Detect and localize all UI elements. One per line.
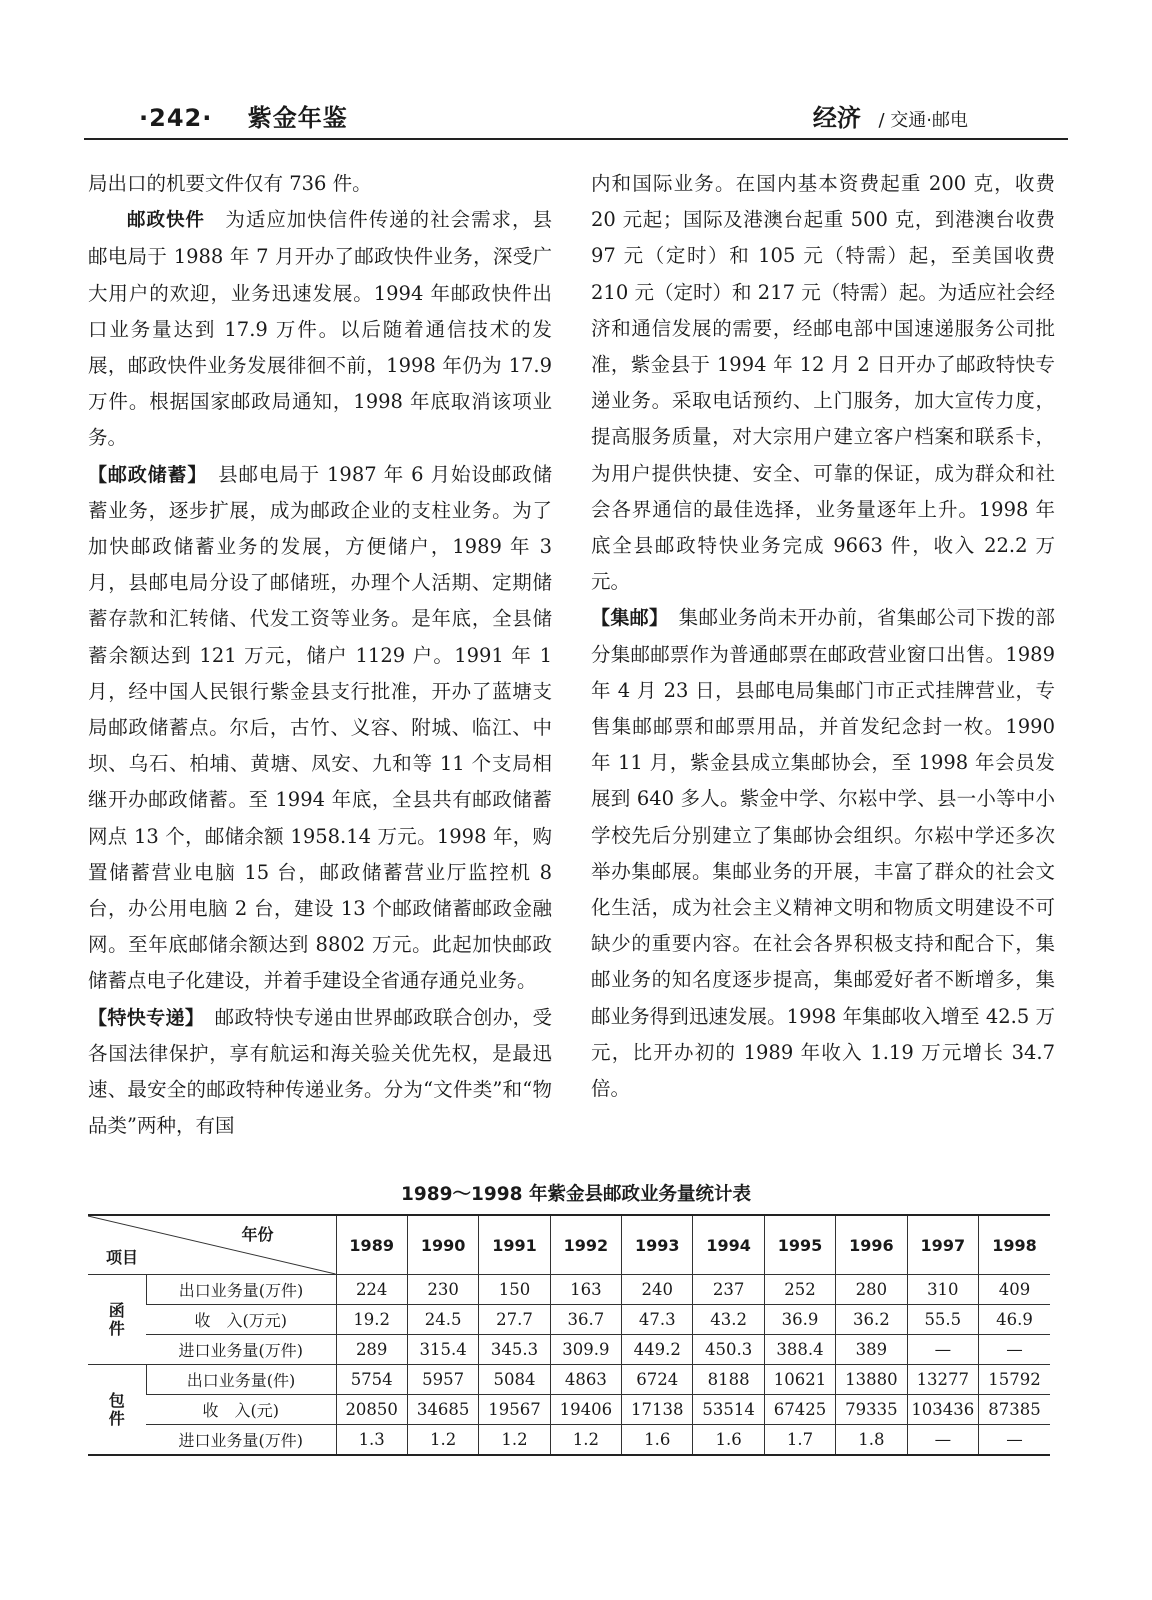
table-cell: 17138 [622, 1395, 693, 1425]
table-cell: 315.4 [407, 1335, 478, 1365]
table-title: 1989～1998 年紫金县邮政业务量统计表 [401, 1184, 751, 1205]
table-cell: 15792 [979, 1365, 1050, 1395]
paragraph-ems [88, 1000, 552, 1145]
table-cell: 6724 [622, 1365, 693, 1395]
table-cell: 13277 [907, 1365, 978, 1395]
table-row [88, 1425, 1050, 1456]
paragraph-text: 为适应加快信件传递的社会需求，县邮电局于 1988 年 7 月开办了邮政快件业务，深受广大用户的欢迎，业务迅速发展。1994 年邮政快件出口业务量达到 17.9 万件。以后随着通信技术的发展，邮政快件业务发展徘徊不前，1998 年仍为 17.9 万件。根据国家邮政局通知，1998 年底取消该项业务。 [88, 208, 552, 450]
header-right [813, 98, 968, 133]
table-cell: 1.2 [479, 1425, 550, 1456]
table-cell: 87385 [979, 1395, 1050, 1425]
table-row [88, 1395, 1050, 1425]
table-cell: 79335 [836, 1395, 907, 1425]
table-cell: 409 [979, 1275, 1050, 1305]
table-cell: — [907, 1335, 978, 1365]
row-label: 收 入(元) [146, 1395, 336, 1425]
table-cell: 36.9 [764, 1305, 835, 1335]
table-cell: — [979, 1425, 1050, 1456]
table-cell: 27.7 [479, 1305, 550, 1335]
table-cell: 24.5 [407, 1305, 478, 1335]
table-cell: 8188 [693, 1365, 764, 1395]
table-cell: 19.2 [336, 1305, 407, 1335]
table-cell: 46.9 [979, 1305, 1050, 1335]
paragraph-text: 县邮电局于 1987 年 6 月始设邮政储蓄业务，逐步扩展，成为邮政企业的支柱业务。为了加快邮政储蓄业务的发展，方便储户，1989 年 3 月，县邮电局分设了邮储班，办理个人活期、定期储蓄存款和汇转储、代发工资等业务。是年底，全县储蓄余额达到 121 万元，储户 1129 户。1991 年 1 月，经中国人民银行紫金县支行批准，开办了蓝塘支局邮政储蓄点。尔后，古竹、义容、附城、临江、中坝、乌石、柏埔、黄塘、凤安、九和等 11 个支局相继开办邮政储蓄。至 1994 年底，全县共有邮政储蓄网点 13 个，邮储余额 1958.14 万元。1998 年，购置储蓄营业电脑 15 台，邮政储蓄营业厅监控机 8 台，办公用电脑 2 台，建设 13 个邮政储蓄邮政金融网。至年底邮储余额达到 8802 万元。此起加快邮政储蓄点电子化建设，并着手建设全省通存通兑业务。 [88, 462, 552, 993]
table-cell: 13880 [836, 1365, 907, 1395]
table-cell: 280 [836, 1275, 907, 1305]
table-cell: 1.6 [622, 1425, 693, 1456]
page-number: ·242· [139, 104, 213, 132]
table-cell: 289 [336, 1335, 407, 1365]
paragraph: 局出口的机要文件仅有 736 件。 [88, 172, 372, 195]
paragraph-postal-savings [88, 457, 552, 1000]
table-row [88, 1305, 1050, 1335]
group-label-char: 件 [108, 1408, 125, 1428]
row-label: 进口业务量(万件) [146, 1335, 336, 1365]
corner-cell [88, 1215, 336, 1275]
row-label: 出口业务量(万件) [146, 1275, 336, 1305]
year-header: 1995 [764, 1215, 835, 1275]
table-cell: 310 [907, 1275, 978, 1305]
right-column [591, 166, 1055, 1107]
group-label-char: 函 [108, 1300, 125, 1320]
page-header [84, 92, 1068, 140]
heading-philately: 【集邮】 [591, 607, 659, 630]
heading-postal-savings: 【邮政储蓄】 [88, 463, 198, 486]
year-header: 1997 [907, 1215, 978, 1275]
table-cell: 389 [836, 1335, 907, 1365]
table-cell: 449.2 [622, 1335, 693, 1365]
table-cell: 252 [764, 1275, 835, 1305]
table-row [88, 1335, 1050, 1365]
table-cell: 5084 [479, 1365, 550, 1395]
corner-label-item: 项目 [106, 1248, 139, 1267]
year-header: 1996 [836, 1215, 907, 1275]
table-cell: — [979, 1335, 1050, 1365]
subsection-title: / 交通·邮电 [878, 110, 968, 131]
table-cell: 55.5 [907, 1305, 978, 1335]
table-header-row [88, 1215, 1050, 1275]
table-cell: 240 [622, 1275, 693, 1305]
table-cell: 19567 [479, 1395, 550, 1425]
table-cell: 1.8 [836, 1425, 907, 1456]
table-cell: 5957 [407, 1365, 478, 1395]
left-column [88, 166, 552, 1144]
paragraph: 内和国际业务。在国内基本资费起重 200 克，收费 20 元起；国际及港澳台起重 500 克，到港澳台收费 97 元（定时）和 105 元（特需）起，至美国收费 210 元（定时）和 217 元（特需）起。为适应社会经济和通信发展的需要，经邮电部中国速递服务公司批准，紫金县于 1994 年 12 月 2 日开办了邮政特快专递业务。采取电话预约、上门服务，加大宣传力度，提高服务质量，对大宗用户建立客户档案和联系卡，为用户提供快捷、安全、可靠的保证，成为群众和社会各界通信的最佳选择，业务量逐年上升。1998 年底全县邮政特快业务完成 9663 件，收入 22.2 万元。 [591, 172, 1055, 594]
paragraph-express-mail [88, 202, 552, 456]
table-cell: 237 [693, 1275, 764, 1305]
corner-label-year: 年份 [241, 1225, 274, 1244]
group-label-char: 包 [108, 1390, 125, 1410]
table-cell: 1.7 [764, 1425, 835, 1456]
table-cell: — [907, 1425, 978, 1456]
year-header: 1990 [407, 1215, 478, 1275]
table-cell: 34685 [407, 1395, 478, 1425]
table-cell: 388.4 [764, 1335, 835, 1365]
table-cell: 53514 [693, 1395, 764, 1425]
table-cell: 1.2 [407, 1425, 478, 1456]
section-title: 经济 [812, 104, 861, 132]
year-header: 1993 [622, 1215, 693, 1275]
stats-table [88, 1214, 1050, 1456]
row-label: 出口业务量(件) [146, 1365, 336, 1395]
group-label-char: 件 [108, 1318, 125, 1338]
table-cell: 43.2 [693, 1305, 764, 1335]
table-cell: 345.3 [479, 1335, 550, 1365]
year-header: 1998 [979, 1215, 1050, 1275]
paragraph-philately [591, 600, 1055, 1107]
header-left [139, 98, 348, 133]
group-label [88, 1365, 146, 1456]
table-cell: 309.9 [550, 1335, 621, 1365]
table-row [88, 1365, 1050, 1395]
table-cell: 67425 [764, 1395, 835, 1425]
table-body [88, 1215, 1050, 1455]
table-cell: 47.3 [622, 1305, 693, 1335]
group-label [88, 1275, 146, 1365]
table-cell: 1.3 [336, 1425, 407, 1456]
table-cell: 224 [336, 1275, 407, 1305]
heading-ems: 【特快专递】 [88, 1006, 195, 1029]
year-header: 1989 [336, 1215, 407, 1275]
table-cell: 163 [550, 1275, 621, 1305]
paragraph-text: 邮政特快专递由世界邮政联合创办，受各国法律保护，享有航运和海关验关优先权，是最迅速、最安全的邮政特种传递业务。分为“文件类”和“物品类”两种，有国 [88, 1005, 552, 1138]
keyword-express-mail: 邮政快件 [127, 210, 205, 232]
table-cell: 19406 [550, 1395, 621, 1425]
table-cell: 150 [479, 1275, 550, 1305]
year-header: 1991 [479, 1215, 550, 1275]
row-label: 进口业务量(万件) [146, 1425, 336, 1456]
table-cell: 1.6 [693, 1425, 764, 1456]
year-header: 1994 [693, 1215, 764, 1275]
table-cell: 103436 [907, 1395, 978, 1425]
book-title: 紫金年鉴 [247, 104, 348, 132]
table-cell: 4863 [550, 1365, 621, 1395]
table-cell: 36.7 [550, 1305, 621, 1335]
table-row [88, 1275, 1050, 1305]
table-cell: 20850 [336, 1395, 407, 1425]
row-label: 收 入(万元) [146, 1305, 336, 1335]
table-cell: 230 [407, 1275, 478, 1305]
paragraph-text: 集邮业务尚未开办前，省集邮公司下拨的部分集邮邮票作为普通邮票在邮政营业窗口出售。1989 年 4 月 23 日，县邮电局集邮门市正式挂牌营业，专售集邮邮票和邮票用品，并首发纪念封一枚。1990 年 11 月，紫金县成立集邮协会，至 1998 年会员发展到 640 多人。紫金中学、尔崧中学、县一小等中小学校先后分别建立了集邮协会组织。尔崧中学还多次举办集邮展。集邮业务的开展，丰富了群众的社会文化生活，成为社会主义精神文明和物质文明建设不可缺少的重要内容。在社会各界积极支持和配合下，集邮业务的知名度逐步提高，集邮爱好者不断增多，集邮业务得到迅速发展。1998 年集邮收入增至 42.5 万元，比开办初的 1989 年收入 1.19 万元增长 34.7 倍。 [591, 606, 1055, 1101]
table-cell: 1.2 [550, 1425, 621, 1456]
table-cell: 10621 [764, 1365, 835, 1395]
year-header: 1992 [550, 1215, 621, 1275]
table-cell: 450.3 [693, 1335, 764, 1365]
table-cell: 5754 [336, 1365, 407, 1395]
table-cell: 36.2 [836, 1305, 907, 1335]
